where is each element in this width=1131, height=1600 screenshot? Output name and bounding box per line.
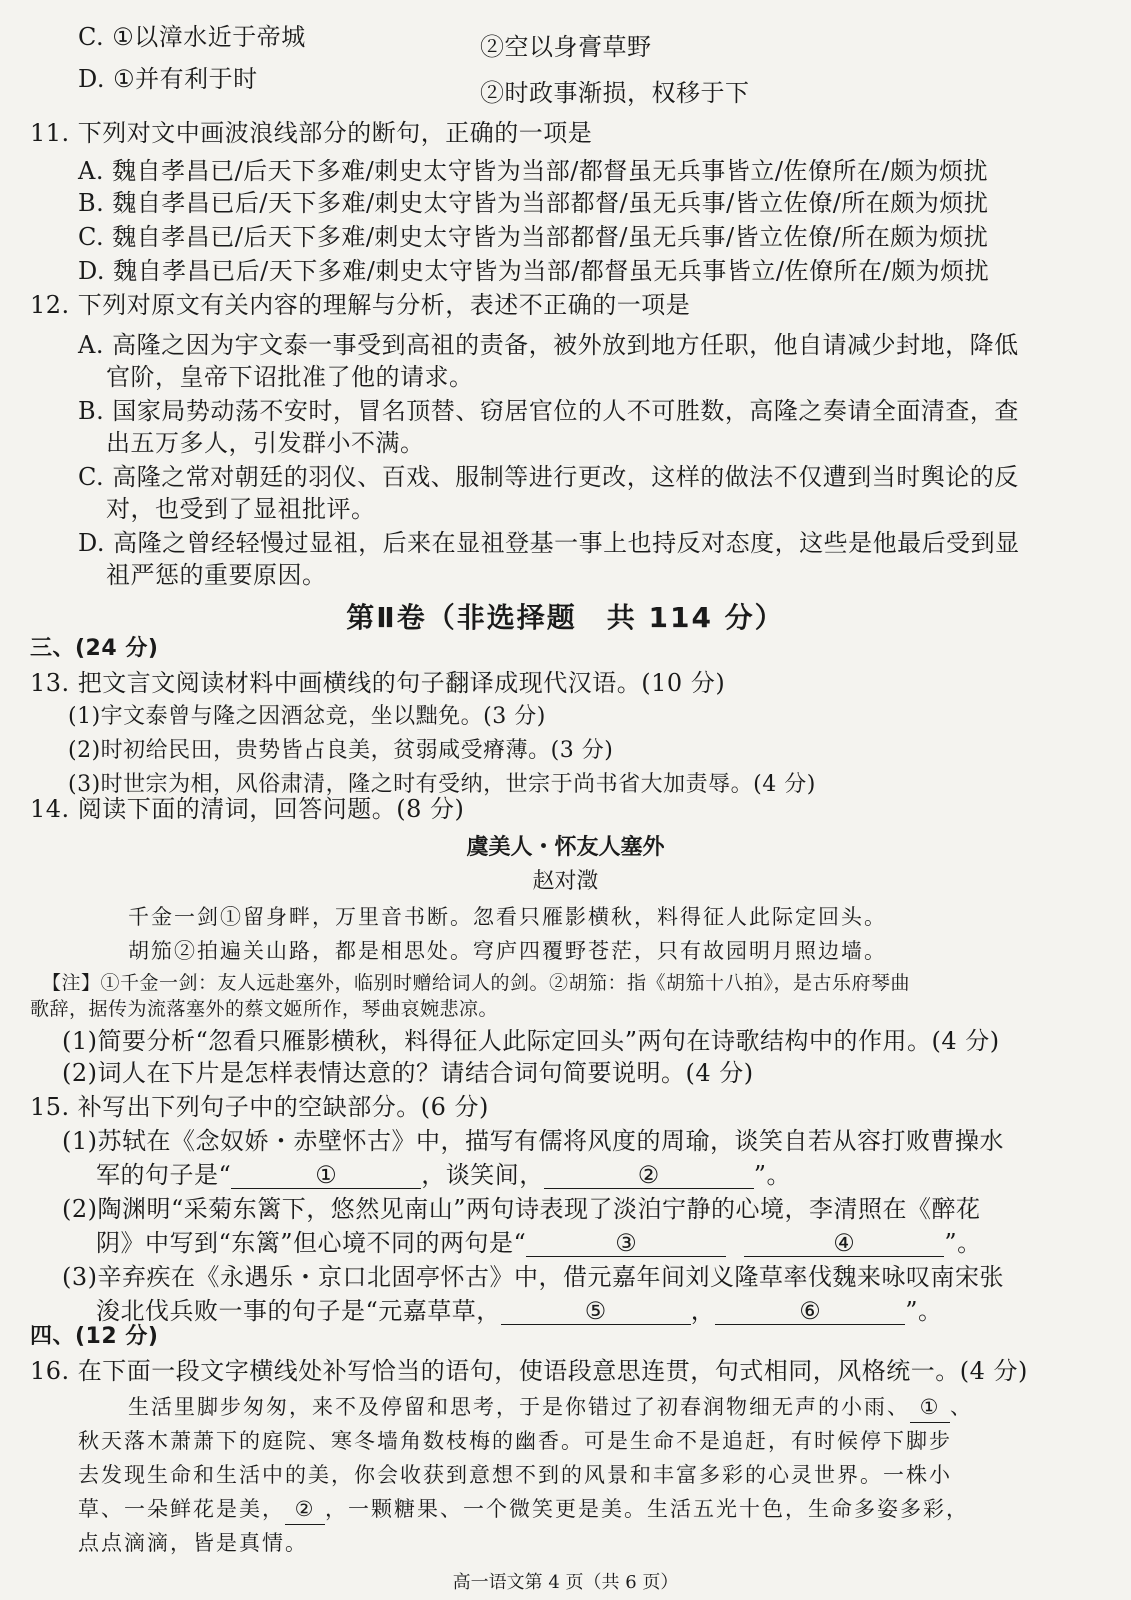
q13-sentence-3: (3)时世宗为相，风俗肃清，隆之时有受纳，世宗于尚书省大加责辱。(4 分) — [68, 772, 816, 797]
q11-option-c: C. 魏自孝昌已/后天下多难/刺史太守皆为当部都督/虽无兵事/皆立佐僚/所在颇为烦扰 — [78, 223, 989, 251]
q16-text-line3: 去发现生命和生活中的美，你会收获到意想不到的风景和丰富多彩的心灵世界。一株小 — [78, 1463, 952, 1487]
q10-option-c-left: C. ①以漳水近于帝城 — [78, 23, 306, 51]
q12-option-d-line1: D. 高隆之曾经轻慢过显祖，后来在显祖登基一事上也持反对态度，这些是他最后受到显 — [78, 529, 1020, 557]
q16-text-line5: 点点滴滴，皆是真情。 — [78, 1531, 308, 1555]
q15-part2-end: ”。 — [944, 1229, 982, 1257]
q15-part3-middle: ， — [690, 1297, 716, 1325]
q12-option-a-line2: 官阶，皇帝下诏批准了他的请求。 — [106, 363, 474, 391]
section-2-title: 第Ⅱ卷（非选择题 共 114 分） — [346, 601, 785, 634]
q13-sentence-1: (1)宇文泰曾与隆之因酒忿竞，坐以黜免。(3 分) — [68, 704, 546, 729]
q16-text-line4-end: ，一颗糖果、一个微笑更是美。生活五光十色，生命多姿多彩， — [325, 1497, 969, 1521]
poem-line-1: 千金一剑①留身畔，万里音书断。忽看只雁影横秋，料得征人此际定回头。 — [128, 905, 887, 929]
q12-option-c-line1: C. 高隆之常对朝廷的羽仪、百戏、服制等进行更改，这样的做法不仅遭到当时舆论的反 — [78, 463, 1019, 491]
q15-part1-line2 — [96, 1160, 791, 1190]
q15-part1-middle: ，谈笑间， — [421, 1161, 544, 1189]
q16-text-line4-body: 草、一朵鲜花是美， — [78, 1497, 285, 1521]
answer-blank-4[interactable]: ④ — [744, 1230, 944, 1257]
q15-part2-prefix: 阴》中写到“东篱”但心境不同的两句是“ — [96, 1229, 527, 1257]
q11-option-d: D. 魏自孝昌已后/天下多难/刺史太守皆为当部/都督虽无兵事皆立/佐僚所在/颇为烦扰 — [78, 257, 990, 285]
q14-sub-1: (1)简要分析“忽看只雁影横秋，料得征人此际定回头”两句在诗歌结构中的作用。(4 分) — [62, 1027, 1000, 1055]
q15-part3-line2 — [96, 1296, 943, 1326]
q16-text-line1-body: 生活里脚步匆匆，来不及停留和思考，于是你错过了初春润物细无声的小雨、 — [128, 1395, 910, 1419]
poem-note-1: 【注】①千金一剑：友人远赴塞外，临别时赠给词人的剑。②胡笳：指《胡笳十八拍》，是古乐府琴曲 — [42, 972, 911, 994]
q10-option-d-left: D. ①并有利于时 — [78, 65, 258, 93]
q16-text-line1 — [128, 1392, 973, 1423]
poem-title: 虞美人・怀友人塞外 — [466, 835, 665, 860]
q16-text-line2: 秋天落木萧萧下的庭院、寒冬墙角数枝梅的幽香。可是生命不是追赶，有时候停下脚步 — [78, 1429, 952, 1453]
answer-blank-3[interactable]: ③ — [526, 1230, 726, 1257]
answer-blank-1[interactable]: ① — [231, 1162, 421, 1189]
q15-part1-prefix: 军的句子是“ — [96, 1161, 232, 1189]
answer-blank-6[interactable]: ⑥ — [715, 1298, 905, 1325]
section-3-heading: 三、(24 分) — [30, 636, 159, 661]
poem-author: 赵对澂 — [532, 869, 599, 894]
q15-part1-line1: (1)苏轼在《念奴娇・赤壁怀古》中，描写有儒将风度的周瑜，谈笑自若从容打败曹操水 — [62, 1127, 1004, 1155]
q12-option-a-line1: A. 高隆之因为宇文泰一事受到高祖的责备，被外放到地方任职，他自请减少封地，降低 — [78, 331, 1019, 359]
q15-part2-line2 — [96, 1228, 982, 1258]
q12-option-b-line2: 出五万多人，引发群小不满。 — [106, 429, 425, 457]
answer-blank-q16-1[interactable]: ① — [910, 1392, 950, 1423]
q16-stem: 16. 在下面一段文字横线处补写恰当的语句，使语段意思连贯，句式相同，风格统一。(4 分) — [30, 1357, 1028, 1385]
q10-option-d-right: ②时政事渐损，权移于下 — [480, 79, 750, 107]
q15-part1-end: ”。 — [753, 1161, 792, 1189]
q14-stem: 14. 阅读下面的清词，回答问题。(8 分) — [30, 795, 465, 823]
q11-option-b: B. 魏自孝昌已后/天下多难/刺史太守皆为当部都督/虽无兵事/皆立佐僚/所在颇为烦扰 — [78, 189, 989, 217]
q13-sentence-2: (2)时初给民田，贵势皆占良美，贫弱咸受瘠薄。(3 分) — [68, 738, 614, 763]
q15-stem: 15. 补写出下列句子中的空缺部分。(6 分) — [30, 1093, 489, 1121]
poem-note-2: 歌辞，据传为流落塞外的蔡文姬所作，琴曲哀婉悲凉。 — [30, 998, 499, 1020]
q12-option-d-line2: 祖严惩的重要原因。 — [106, 561, 327, 589]
page-footer: 高一语文第 4 页（共 6 页） — [452, 1572, 679, 1593]
q15-part3-end: ”。 — [905, 1297, 943, 1325]
q13-stem: 13. 把文言文阅读材料中画横线的句子翻译成现代汉语。(10 分) — [30, 669, 726, 697]
answer-blank-2[interactable]: ② — [544, 1162, 754, 1189]
answer-blank-5[interactable]: ⑤ — [501, 1298, 691, 1325]
q16-text-line1-end: 、 — [950, 1395, 973, 1419]
q12-stem: 12. 下列对原文有关内容的理解与分析，表述不正确的一项是 — [30, 291, 691, 319]
q14-sub-2: (2)词人在下片是怎样表情达意的？请结合词句简要说明。(4 分) — [62, 1059, 754, 1087]
answer-blank-q16-2[interactable]: ② — [285, 1494, 325, 1525]
q10-option-c-right: ②空以身膏草野 — [480, 33, 652, 61]
q11-option-a: A. 魏自孝昌已/后天下多难/刺史太守皆为当部/都督虽无兵事皆立/佐僚所在/颇为烦扰 — [78, 157, 989, 185]
q15-part2-line1: (2)陶渊明“采菊东篱下，悠然见南山”两句诗表现了淡泊宁静的心境，李清照在《醉花 — [62, 1195, 981, 1223]
q15-part3-line1: (3)辛弃疾在《永遇乐・京口北固亭怀古》中，借元嘉年间刘义隆草率伐魏来咏叹南宋张 — [62, 1263, 1004, 1291]
q15-part3-prefix: 浚北伐兵败一事的句子是“元嘉草草， — [96, 1297, 501, 1325]
q16-text-line4 — [78, 1494, 969, 1525]
q11-stem: 11. 下列对文中画波浪线部分的断句，正确的一项是 — [30, 119, 593, 147]
section-4-heading: 四、(12 分) — [30, 1324, 159, 1349]
poem-line-2: 胡笳②拍遍关山路，都是相思处。穹庐四覆野苍茫，只有故园明月照边墙。 — [128, 939, 887, 963]
q12-option-b-line1: B. 国家局势动荡不安时，冒名顶替、窃居官位的人不可胜数，高隆之奏请全面清查，查 — [78, 397, 1019, 425]
q12-option-c-line2: 对，也受到了显祖批评。 — [106, 495, 376, 523]
